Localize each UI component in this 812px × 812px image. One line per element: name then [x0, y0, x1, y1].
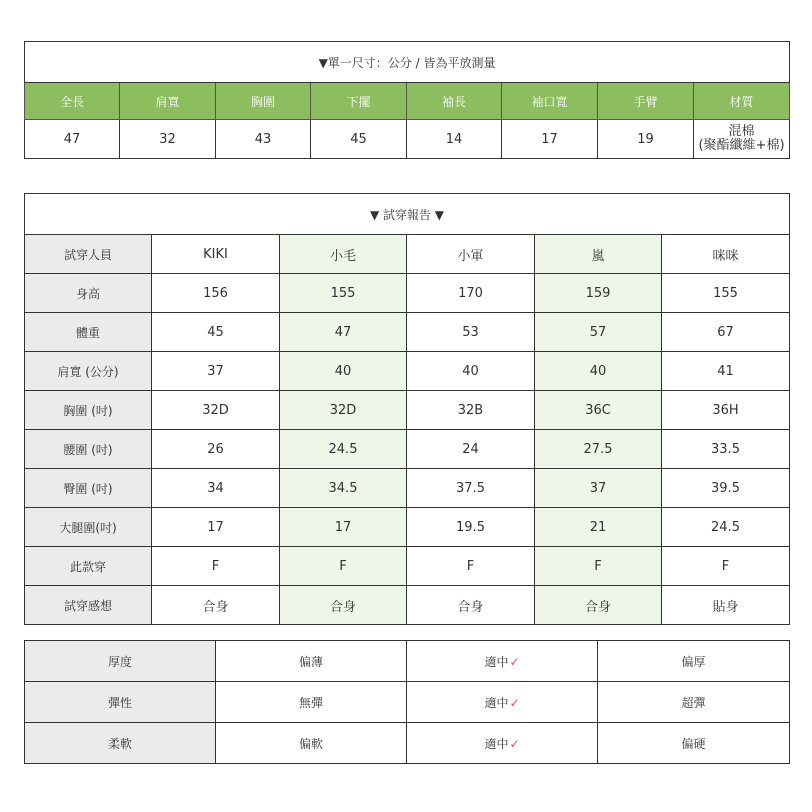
- fitting-cell: 33.5: [662, 430, 790, 469]
- fabric-feel-option: [407, 682, 598, 723]
- size-value: 45: [311, 120, 407, 159]
- fitting-cell: F: [280, 547, 407, 586]
- fitting-cell: 47: [280, 313, 407, 352]
- fitting-report-row: [25, 235, 790, 274]
- fabric-feel-table: [24, 640, 790, 764]
- fabric-feel-option: [216, 682, 407, 723]
- size-header: 材質: [694, 83, 790, 120]
- fabric-feel-row: [25, 723, 790, 764]
- size-header: 全長: [25, 83, 120, 120]
- fitting-cell: 37: [152, 352, 280, 391]
- fitting-cell: F: [152, 547, 280, 586]
- fabric-feel-option-text: 適中: [484, 736, 509, 751]
- material-value: [694, 120, 790, 159]
- fitting-cell: 合身: [152, 586, 280, 625]
- size-header: 袖長: [407, 83, 502, 120]
- material-line: (聚酯纖維+棉): [698, 138, 785, 153]
- fitting-cell: 小軍: [407, 235, 535, 274]
- fitting-cell: 19.5: [407, 508, 535, 547]
- fitting-cell: 合身: [280, 586, 407, 625]
- fitting-row-label: 肩寬 (公分): [25, 352, 152, 391]
- fitting-cell: 32B: [407, 391, 535, 430]
- fitting-report-row: [25, 508, 790, 547]
- fabric-feel-label: 厚度: [25, 641, 216, 682]
- size-value: 14: [407, 120, 502, 159]
- fitting-cell: 26: [152, 430, 280, 469]
- size-value: 19: [598, 120, 694, 159]
- fitting-cell: KIKI: [152, 235, 280, 274]
- fitting-cell: 67: [662, 313, 790, 352]
- check-mark-icon: ✓: [509, 695, 520, 710]
- fabric-feel-option: [216, 641, 407, 682]
- fitting-cell: 34: [152, 469, 280, 508]
- fitting-cell: F: [535, 547, 662, 586]
- fitting-cell: 27.5: [535, 430, 662, 469]
- size-value: 47: [25, 120, 120, 159]
- fitting-row-label: 試穿人員: [25, 235, 152, 274]
- fitting-cell: 24.5: [280, 430, 407, 469]
- fitting-row-label: 大腿圍(吋): [25, 508, 152, 547]
- fitting-cell: 合身: [407, 586, 535, 625]
- size-table-caption: ▼單一尺寸：公分 / 皆為平放測量: [25, 42, 790, 83]
- fitting-cell: F: [407, 547, 535, 586]
- fitting-cell: 39.5: [662, 469, 790, 508]
- fitting-cell: 32D: [152, 391, 280, 430]
- fitting-cell: 40: [280, 352, 407, 391]
- fitting-cell: 37: [535, 469, 662, 508]
- fitting-cell: 17: [280, 508, 407, 547]
- fitting-cell: 170: [407, 274, 535, 313]
- fabric-feel-option: [216, 723, 407, 764]
- fitting-cell: 36H: [662, 391, 790, 430]
- fitting-cell: 32D: [280, 391, 407, 430]
- fabric-feel-option-text: 適中: [484, 654, 509, 669]
- size-header: 手臂: [598, 83, 694, 120]
- fabric-feel-option-text: 超彈: [681, 695, 706, 710]
- size-value: 32: [120, 120, 216, 159]
- fitting-cell: 21: [535, 508, 662, 547]
- fabric-feel-label: 柔軟: [25, 723, 216, 764]
- fitting-report-row: [25, 547, 790, 586]
- fabric-feel-option: [407, 641, 598, 682]
- fabric-feel-option-text: 適中: [484, 695, 509, 710]
- fitting-row-label: 試穿感想: [25, 586, 152, 625]
- fitting-report-row: [25, 586, 790, 625]
- fabric-feel-row: [25, 682, 790, 723]
- check-mark-icon: ✓: [509, 736, 520, 751]
- size-header: 袖口寬: [502, 83, 598, 120]
- fitting-cell: 17: [152, 508, 280, 547]
- material-line: 混棉: [728, 124, 755, 139]
- fabric-feel-option-text: 偏薄: [298, 654, 323, 669]
- fitting-report-row: [25, 391, 790, 430]
- fitting-report-row: [25, 469, 790, 508]
- size-header: 下擺: [311, 83, 407, 120]
- fitting-cell: 40: [535, 352, 662, 391]
- fitting-cell: 36C: [535, 391, 662, 430]
- fitting-cell: 24: [407, 430, 535, 469]
- check-mark-icon: ✓: [509, 654, 520, 669]
- size-header: 肩寬: [120, 83, 216, 120]
- fitting-cell: 45: [152, 313, 280, 352]
- fitting-cell: 40: [407, 352, 535, 391]
- fitting-row-label: 體重: [25, 313, 152, 352]
- fitting-cell: 155: [280, 274, 407, 313]
- fitting-cell: 159: [535, 274, 662, 313]
- fabric-feel-option: [598, 682, 790, 723]
- fitting-row-label: 腰圍 (吋): [25, 430, 152, 469]
- fitting-cell: 合身: [535, 586, 662, 625]
- fitting-cell: 155: [662, 274, 790, 313]
- fabric-feel-option: [598, 723, 790, 764]
- fitting-report-row: [25, 352, 790, 391]
- fitting-cell: 156: [152, 274, 280, 313]
- fitting-row-label: 臀圍 (吋): [25, 469, 152, 508]
- size-value: 17: [502, 120, 598, 159]
- fitting-report-row: [25, 274, 790, 313]
- fabric-feel-option: [407, 723, 598, 764]
- fitting-cell: 24.5: [662, 508, 790, 547]
- fitting-row-label: 身高: [25, 274, 152, 313]
- fitting-cell: 貼身: [662, 586, 790, 625]
- fitting-cell: 咪咪: [662, 235, 790, 274]
- fitting-cell: 53: [407, 313, 535, 352]
- fabric-feel-option-text: 無彈: [298, 695, 323, 710]
- fabric-feel-option: [598, 641, 790, 682]
- fabric-feel-option-text: 偏厚: [681, 654, 706, 669]
- size-table: [24, 41, 790, 159]
- fitting-cell: 41: [662, 352, 790, 391]
- fitting-cell: 57: [535, 313, 662, 352]
- fitting-cell: 小毛: [280, 235, 407, 274]
- fitting-report-row: [25, 430, 790, 469]
- fitting-cell: 37.5: [407, 469, 535, 508]
- size-header-row: [25, 83, 790, 120]
- fitting-report-caption: ▼ 試穿報告 ▼: [25, 194, 790, 235]
- size-value-row: [25, 120, 790, 159]
- fitting-row-label: 此款穿: [25, 547, 152, 586]
- size-header: 胸圍: [216, 83, 311, 120]
- fitting-report-row: [25, 313, 790, 352]
- fitting-cell: F: [662, 547, 790, 586]
- fabric-feel-label: 彈性: [25, 682, 216, 723]
- fitting-report-table: [24, 193, 790, 625]
- size-value: 43: [216, 120, 311, 159]
- fitting-cell: 34.5: [280, 469, 407, 508]
- fitting-cell: 嵐: [535, 235, 662, 274]
- fitting-row-label: 胸圍 (吋): [25, 391, 152, 430]
- fabric-feel-option-text: 偏硬: [681, 736, 706, 751]
- fabric-feel-option-text: 偏軟: [298, 736, 323, 751]
- fabric-feel-row: [25, 641, 790, 682]
